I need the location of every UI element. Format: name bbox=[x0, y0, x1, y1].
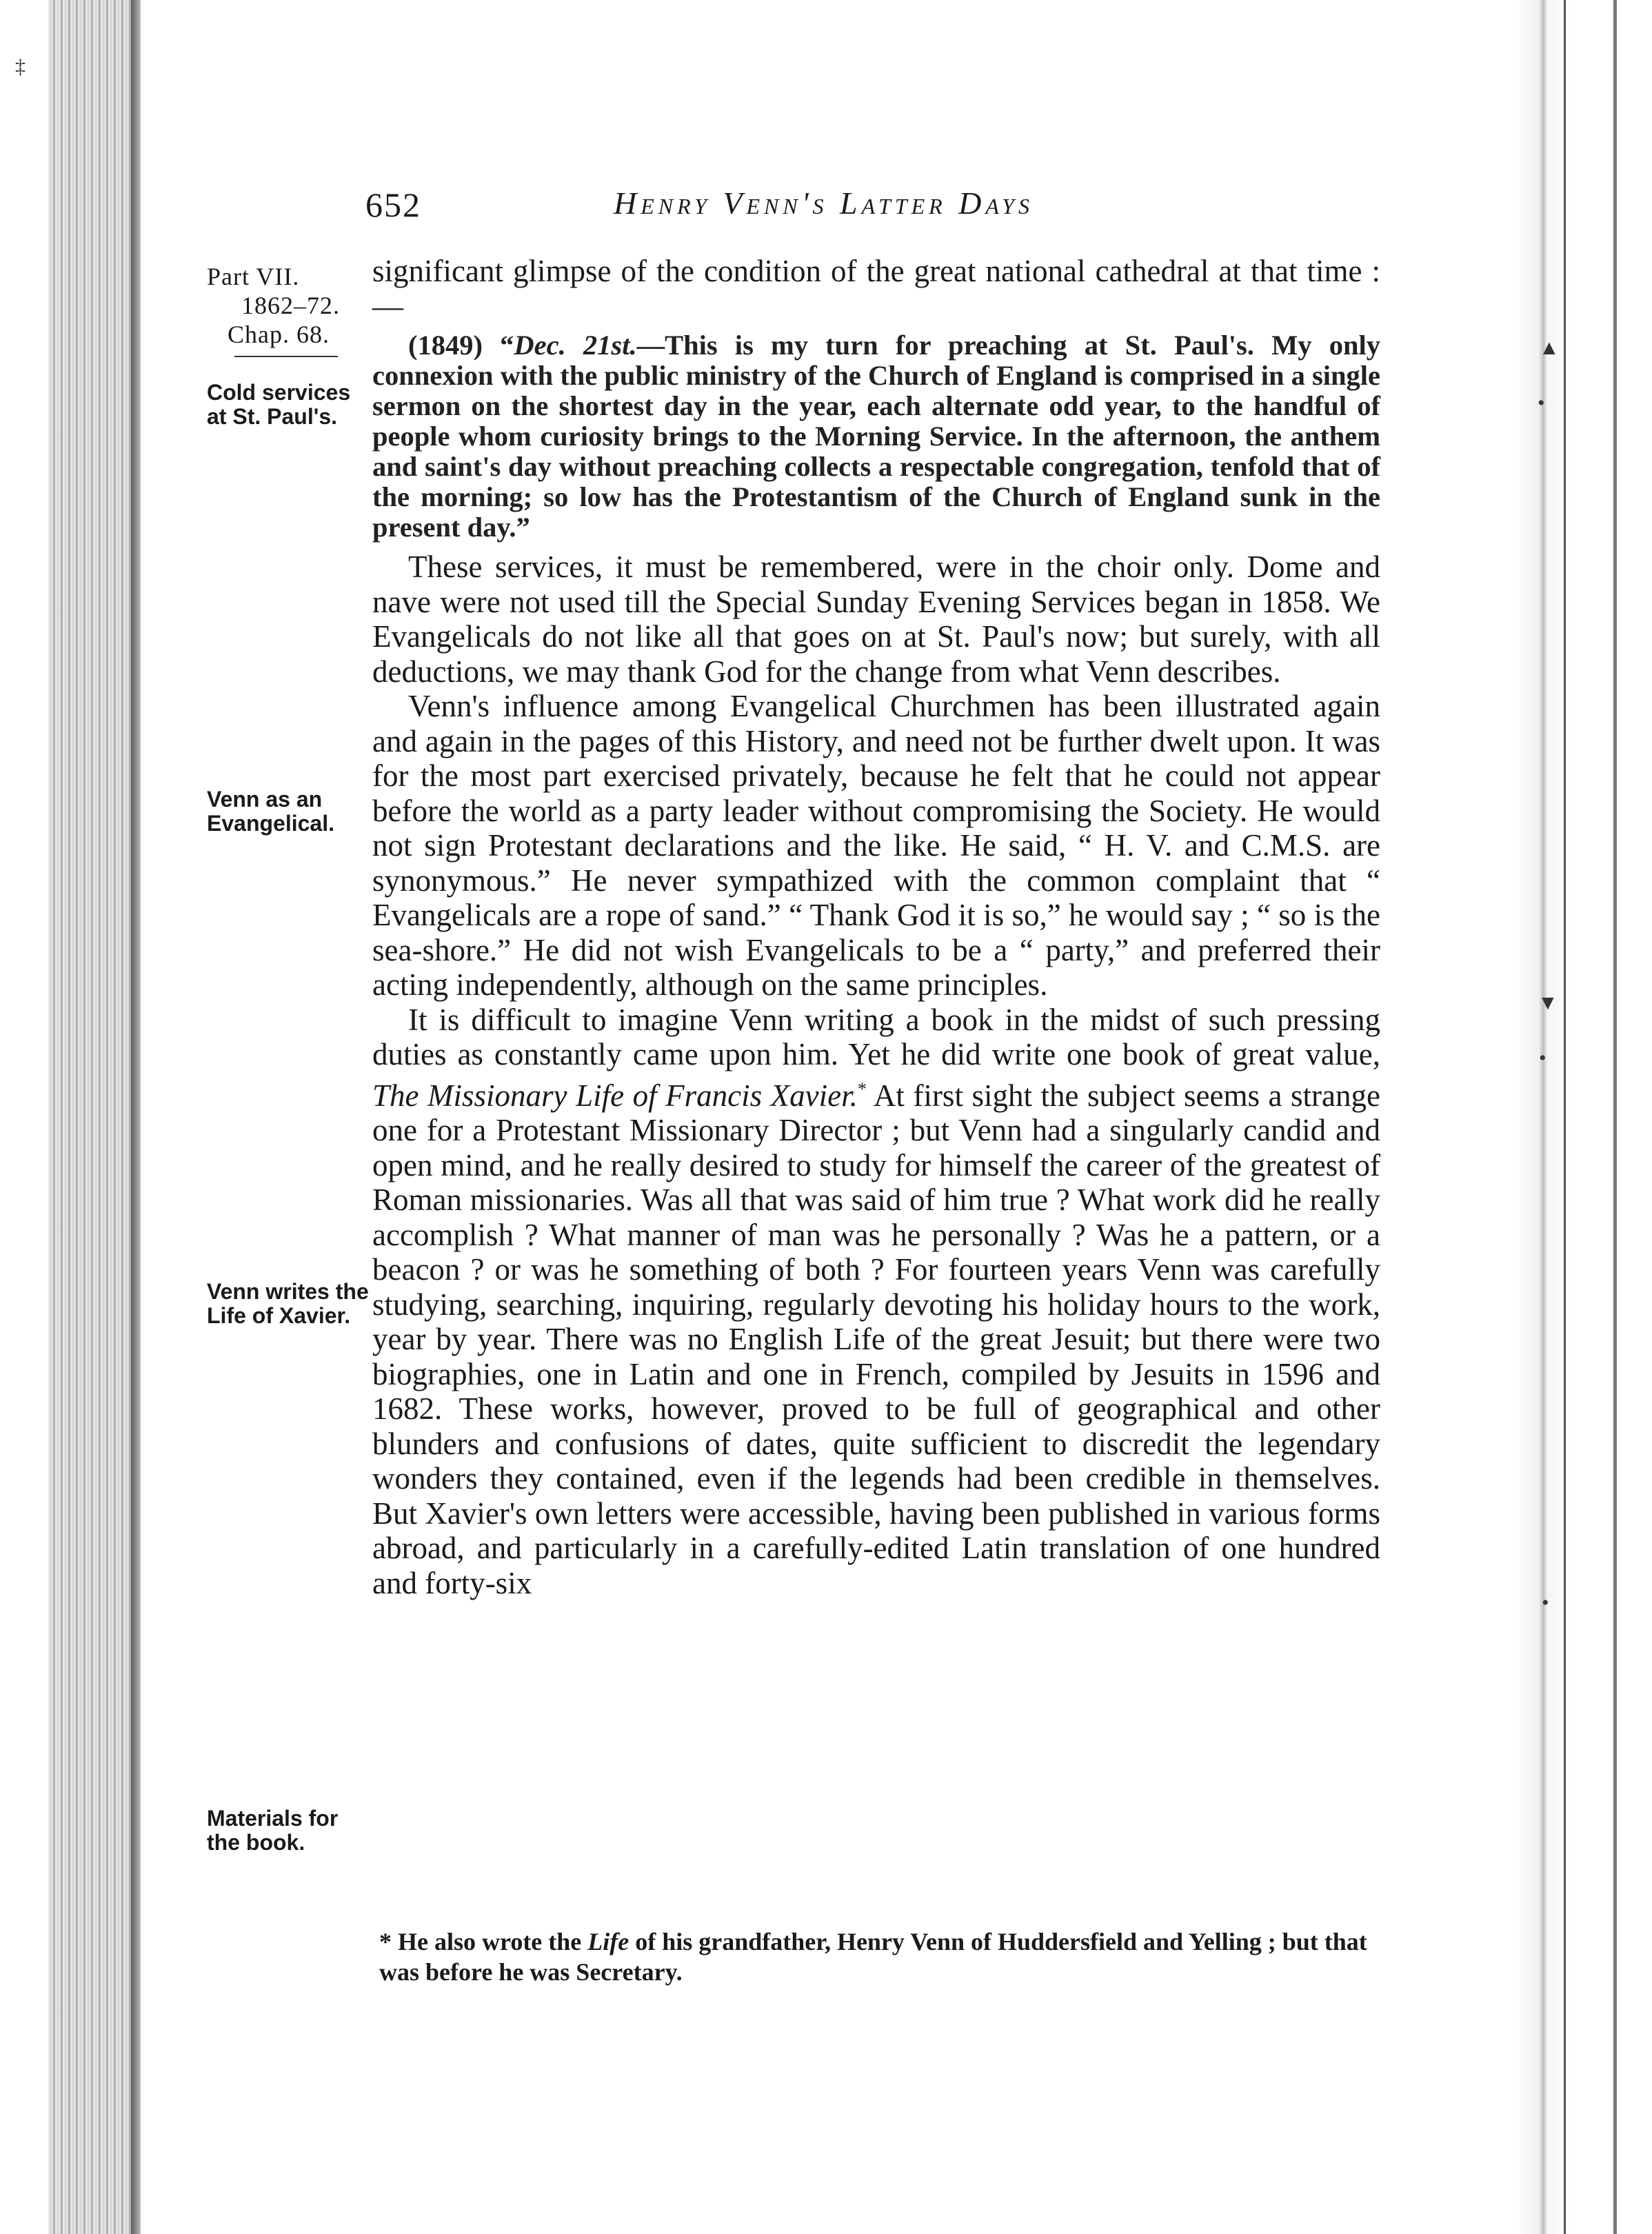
intro-paragraph: significant glimpse of the condition of the great national cathedral at that time :— bbox=[372, 254, 1380, 323]
scan-speck: ▲ bbox=[1539, 336, 1560, 359]
paragraph-influence: Venn's influence among Evangelical Churchmen has been illustrated again and again in the pages of this History, and need not be further dwelt upon. It was for the most part exercised privately, because he felt that he could not appear before the world as a party leader without compromising the Society. He would not sign Protestant declarations and the like. He said, “ H. V. and C.M.S. are synonymous.” He never sympathized with the common complaint that “ Evangelicals are a rope of sand.” “ Thank God it is so,” he would say ; “ so is the sea-shore.” He did not wish Evangelicals to be a “ party,” and preferred their acting independently, although on the same principles. bbox=[372, 689, 1380, 1002]
scan-speck: • bbox=[1542, 1591, 1549, 1614]
scan-speck: • bbox=[1538, 392, 1545, 414]
paragraph-xavier bbox=[372, 1003, 1380, 1601]
footnote-italic: Life bbox=[587, 1928, 629, 1955]
binding-shadow bbox=[131, 0, 141, 2234]
paragraph-xavier-lead: It is difficult to imagine Venn writing a book in the midst of such pressing duties as constantly came upon him. Yet he did write one book of great value, bbox=[372, 1002, 1380, 1071]
outer-edge-line bbox=[1613, 0, 1617, 2234]
margin-rule bbox=[234, 356, 338, 357]
sidenote-materials: Materials for the book. bbox=[207, 1806, 339, 1855]
year-range: 1862–72. bbox=[241, 292, 340, 319]
part-label: Part VII. bbox=[207, 263, 300, 290]
sidenote-cold-services: Cold services at St. Paul's. bbox=[207, 380, 351, 429]
block-quote bbox=[372, 330, 1380, 543]
sidenote-venn-evangelical: Venn as an Evangelical. bbox=[207, 787, 334, 836]
sidenote-venn-xavier: Venn writes the Life of Xavier. bbox=[207, 1279, 369, 1328]
paragraph-xavier-rest: At first sight the subject seems a strange one for a Protestant Missionary Director ; but Venn had a singularly candid and open mind, and he really desired to study for himself the career of the greatest of Roman missionaries. Was all that was said of him true ? What work did he really accomplish ? What manner of man was he personally ? Was he a pattern, or a beacon ? or was he something of both ? For fourteen years Venn was carefully studying, searching, inquiring, regularly devoting his holiday hours to the work, year by year. There was no English Life of the great Jesuit; but there were two biographies, one in Latin and one in French, compiled by Jesuits in 1596 and 1682. These works, however, proved to be full of geographical and other blunders and confusions of dates, quite sufficient to discredit the legendary wonders they contained, even if the legends had been credible in themselves. But Xavier's own letters were accessible, having been published in various forms abroad, and particularly in a carefully-edited Latin translation of one hundred and forty-six bbox=[372, 1078, 1380, 1600]
footnote bbox=[379, 1926, 1379, 1987]
gutter-line bbox=[1564, 0, 1566, 2234]
body-text bbox=[372, 254, 1380, 1600]
quote-date: Dec. 21st. bbox=[514, 330, 637, 361]
page-stack-edge bbox=[48, 0, 138, 2234]
book-title: The Missionary Life of Francis Xavier. bbox=[372, 1078, 858, 1113]
quote-year: (1849) “ bbox=[408, 330, 514, 361]
footnote-lead: * He also wrote the bbox=[379, 1928, 588, 1955]
paragraph-services: These services, it must be remembered, were in the choir only. Dome and nave were not used till the Special Sunday Evening Services began in 1858. We Evangelicals do not like all that goes on at St. Paul's now; but surely, with all deductions, we may thank God for the change from what Venn describes. bbox=[372, 550, 1380, 689]
running-header bbox=[365, 185, 1386, 233]
chapter-label: Chap. 68. bbox=[228, 321, 330, 348]
scan-speck: ‡ bbox=[15, 55, 26, 78]
footnote-marker: * bbox=[857, 1078, 867, 1099]
quote-text: —This is my turn for preaching at St. Paul's. My only connexion with the public ministry of the Church of England is comprised in a single sermon on the shortest day in the year, each alternate odd year, to the handful of people whom curiosity brings to the Morning Service. In the afternoon, the anthem and saint's day without preaching collects a respectable congregation, tenfold that of the morning; so low has the Protestantism of the Church of England sunk in the present day.” bbox=[372, 330, 1381, 543]
footnote-rest: of his grandfather, Henry Venn of Huddersfield and Yelling ; but that was before he was Secretary. bbox=[379, 1928, 1367, 1986]
scan-speck: ▼ bbox=[1538, 992, 1558, 1014]
scan-speck: • bbox=[1539, 1047, 1547, 1069]
running-title: Henry Venn's Latter Days bbox=[614, 185, 1034, 221]
page-number: 652 bbox=[365, 185, 421, 224]
